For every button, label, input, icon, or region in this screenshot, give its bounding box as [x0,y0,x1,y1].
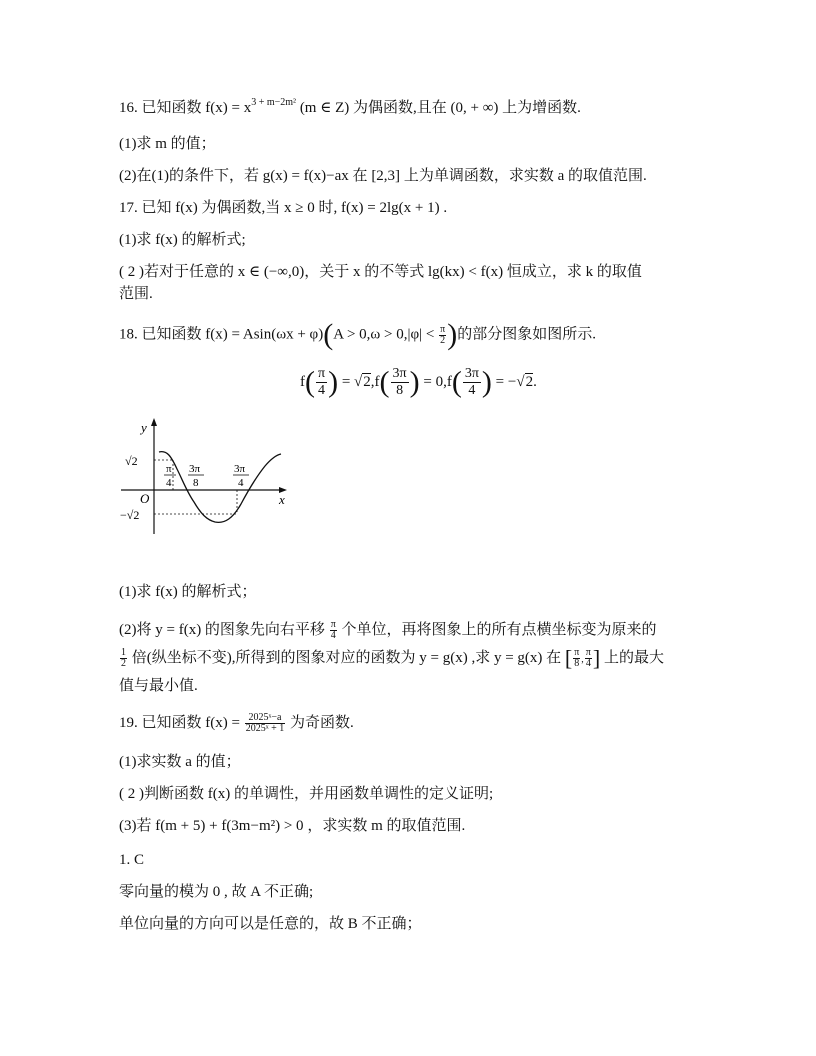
q18-eq-end: . [533,373,537,390]
q18-part1: (1)求 f(x) 的解析式； [119,584,257,600]
q18-interval-a [573,648,580,669]
q18-part2-line1 [119,620,657,641]
q19-stem-prefix: 19. 已知函数 [119,715,206,731]
sine-curve [159,452,281,523]
q19-denominator: 2025ˣ + 1 [245,723,285,735]
q19-inequality: f(m + 5) + f(3m−m²) > 0 [155,818,304,834]
q18-interval-b-den: 4 [585,658,591,670]
q18-phi-bound-denominator: 2 [440,334,446,346]
q18-stem [119,320,596,350]
q18-eq-sqrt-symbol-1: √ [354,373,363,390]
q16-m-condition: (m ∈ Z) [296,100,353,116]
q19-part1: (1)求实数 a 的值； [119,754,241,770]
q18-interval-open: [ [564,645,573,671]
tick-3pi-8-den: 8 [193,477,199,489]
q18-eq-paren-close-2: ) [409,365,420,399]
q19-f-eq: f(x) = [205,715,244,731]
q16-part2-interval: [2,3] [371,168,401,184]
q18-eq-sqrt-symbol-3: √ [516,373,525,390]
q16-stem-prefix: 16. 已知函数 [119,100,206,116]
q18-eq-paren-open-2: ( [379,365,390,399]
q18-left-paren: ( [323,318,334,351]
q16-part1: (1)求 m 的值； [119,136,216,152]
q18-eq-sep-1: ,f [370,373,380,390]
q18-interval-b-num: π [585,647,591,659]
y-axis-label: y [141,420,147,435]
q17-part2-middle: ，关于 x 的不等式 [304,264,429,280]
q17-expression: f(x) = 2lg(x + 1) [341,200,440,216]
q18-eq-frac-3pi-8-num: 3π [392,366,407,381]
tick-3pi-4-den: 4 [238,477,244,489]
q18-interval-close: ] [592,645,601,671]
q18-interval-comma: , [581,654,584,665]
q18-eq-paren-open-3: ( [451,365,462,399]
q16-part2-middle: 在 [348,168,372,184]
q16-stem [119,98,581,118]
q19-fraction [245,713,286,734]
q18-eq-paren-close-3: ) [481,365,492,399]
q18-eq-f1: f [300,373,305,390]
q19-part3-suffix: ，求实数 m 的取值范围. [303,818,466,834]
q18-stem-suffix: 的部分图象如图所示. [457,326,596,343]
q18-eq-equals-3: = − [491,373,517,390]
q18-eq-paren-open-1: ( [305,365,315,399]
q18-right-paren: ) [447,318,458,351]
q18-shift-fraction [330,620,337,641]
q18-eq-frac-pi-4-den: 4 [318,383,326,398]
x-axis-label: x [279,492,285,507]
y-axis-arrow [151,418,157,426]
q18-given-values [300,366,537,399]
q18-eq-frac-pi-4 [316,366,327,399]
q18-eq-frac-3pi-4-num: 3π [464,366,479,381]
tick-3pi-8-num: 3π [189,463,201,475]
q16-interval: (0, + ∞) [450,100,499,116]
q18-part2-c: 倍(纵坐标不变),所得到的图象对应的函数为 y = g(x) ,求 y = g(x) 在 [128,650,565,666]
q18-condition: A > 0,ω > 0,|φ| < [333,326,439,343]
q17-part2 [119,262,642,282]
q17-f: f(x) [175,200,198,216]
q18-eq-frac-pi-4-num: π [318,366,326,381]
q16-stem-suffix: 上为增函数. [498,100,581,116]
q16-exponent: 3 + m−2m² [251,97,297,108]
q18-expression: f(x) = Asin(ωx + φ) [205,326,324,343]
q18-part2-d: 上的最大 [600,650,664,666]
y-min-label: −√2 [120,508,140,522]
q19-part3-prefix: (3)若 [119,818,156,834]
tick-pi-4-num: π [166,463,172,475]
q17-stem-middle2: 时, [314,200,342,216]
q17-condition: x ≥ 0 [284,200,315,216]
q19-stem [119,713,354,734]
q17-part2-continued: 范围. [119,286,153,302]
q18-part2-line2 [119,645,664,671]
q18-eq-radicand-3: 2 [525,373,534,390]
q19-part2: ( 2 )判断函数 f(x) 的单调性，并用函数单调性的定义证明; [119,786,494,802]
q18-stem-prefix: 18. 已知函数 [119,326,206,343]
q18-half-den: 2 [121,658,126,670]
q18-eq-paren-close-1: ) [328,365,339,399]
q18-half-num: 1 [121,647,126,659]
q18-interval-a-den: 8 [574,658,580,670]
q18-part2-b: 个单位，再将图象上的所有点横坐标变为原来的 [337,622,657,638]
q17-stem-middle1: 为偶函数,当 [197,200,285,216]
q17-inequality: lg(kx) < f(x) [428,264,504,280]
q18-eq-equals-1: = [338,373,355,390]
q17-part2-prefix: ( 2 )若对于任意的 [119,264,238,280]
q17-part1: (1)求 f(x) 的解析式; [119,232,246,248]
q18-eq-frac-3pi-8-den: 8 [396,383,404,398]
q18-eq-frac-3pi-4-den: 4 [468,383,476,398]
q19-numerator: 2025ˣ−a [245,713,286,724]
q16-part2 [119,166,647,186]
answer-1-explain-a: 零向量的模为 0 , 故 A 不正确; [119,884,314,900]
q18-eq-radicand-1: 2 [363,373,371,390]
q18-phi-bound-numerator: π [440,323,446,335]
q17-stem-prefix: 17. 已知 [119,200,176,216]
q18-eq-frac-3pi-4 [463,366,481,399]
q18-shift-den: 4 [330,630,336,642]
tick-3pi-4-num: 3π [234,463,246,475]
q18-eq-frac-3pi-8 [391,366,409,399]
q18-sine-graph [119,414,299,539]
q18-eq-equals-2: = 0,f [419,373,452,390]
origin-label: O [140,491,150,506]
q19-part3 [119,816,465,836]
q16-part2-suffix: 上为单调函数，求实数 a 的取值范围. [400,168,647,184]
answer-1: 1. C [119,852,145,868]
q19-stem-suffix: 为奇函数. [286,715,354,731]
q16-g-function: g(x) = f(x)−ax [262,168,349,184]
q18-phi-bound-fraction [439,325,446,346]
q17-stem [119,198,447,218]
q18-interval-b [585,648,592,669]
q18-shift-num: π [330,619,336,631]
q17-domain: x ∈ (−∞,0) [237,264,305,280]
q17-stem-suffix: . [439,200,448,216]
q16-stem-middle: 为偶函数,且在 [353,100,451,116]
q17-part2-suffix: 恒成立，求 k 的取值 [503,264,642,280]
q16-part2-prefix: (2)在(1)的条件下，若 [119,168,263,184]
q16-function: f(x) = x [205,100,252,116]
q18-part2-line3: 值与最小值. [119,678,198,694]
q18-half-fraction [120,648,127,669]
y-max-label: √2 [125,454,138,468]
q18-interval-a-num: π [574,647,580,659]
tick-pi-4-den: 4 [166,477,172,489]
answer-1-explain-b: 单位向量的方向可以是任意的，故 B 不正确； [119,916,422,932]
q18-part2-a: (2)将 y = f(x) 的图象先向右平移 [119,622,329,638]
